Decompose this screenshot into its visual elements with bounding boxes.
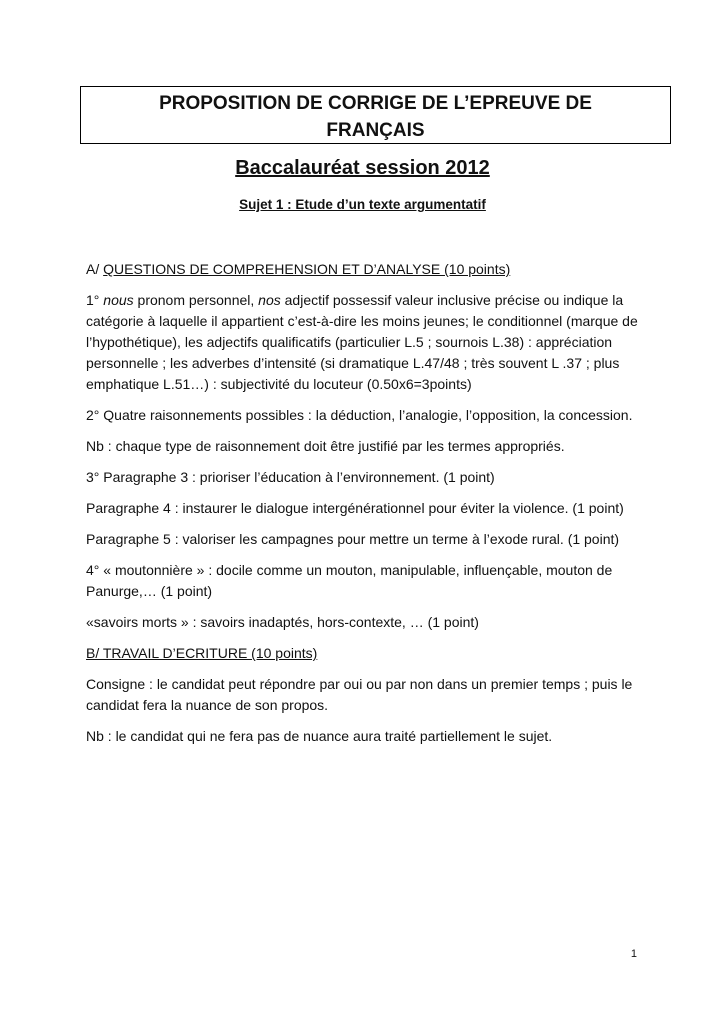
paragraph-5-answer: Paragraphe 5 : valoriser les campagnes pour mettre un terme à l’exode rural. (1 point): [86, 531, 620, 547]
question-4: 4° « moutonnière » : docile comme un mouton, manipulable, influençable, mouton de Panurge,… (1 point): [86, 562, 613, 599]
title-line-2: FRANÇAIS: [326, 120, 425, 141]
note-1: Nb : chaque type de raisonnement doit être justifié par les termes appropriés.: [86, 438, 565, 454]
consigne: Consigne : le candidat peut répondre par oui ou par non dans un premier temps ; puis le candidat fera la nuance de son propos.: [86, 676, 633, 713]
question-2: 2° Quatre raisonnements possibles : la déduction, l’analogie, l’opposition, la concession.: [86, 407, 633, 423]
section-b-title: B/ TRAVAIL D’ECRITURE (10 points): [86, 645, 318, 661]
section-a-heading: [86, 259, 646, 280]
title-line-1: PROPOSITION DE CORRIGE DE L’EPREUVE DE: [159, 93, 592, 114]
question-1-number: 1°: [86, 292, 104, 308]
savoirs-morts-answer: «savoirs morts » : savoirs inadaptés, hors-contexte, … (1 point): [86, 614, 479, 630]
page-number: 1: [630, 948, 637, 960]
sujet-heading: Sujet 1 : Etude d’un texte argumentatif: [239, 197, 486, 212]
paragraph-4-answer: Paragraphe 4 : instaurer le dialogue intergénérationnel pour éviter la violence. (1 point): [86, 500, 624, 516]
question-1: [86, 290, 646, 395]
section-a-title: QUESTIONS DE COMPREHENSION ET D’ANALYSE (10 points): [103, 261, 511, 277]
session-heading: Baccalauréat session 2012: [235, 157, 490, 179]
question-1-text-a: pronom personnel,: [133, 292, 259, 308]
document-body: [86, 259, 646, 757]
question-3: 3° Paragraphe 3 : prioriser l’éducation à l’environnement. (1 point): [86, 469, 495, 485]
section-b-heading: [86, 643, 646, 664]
question-1-text-b: adjectif possessif valeur inclusive précise ou indique la catégorie à laquelle il appartient c’est-à-dire les moins jeunes; le conditionnel (marque de l’hypothétique), les adjectifs qualificatifs (particulier L.5 ; sournois L.38) : appréciation personnelle ; les adverbes d’intensité (si dramatique L.47/48 ; très souvent L .37 ; plus emphatique L.51…) : subjectivité du locuteur (0.50x6=3points): [86, 292, 638, 392]
word-nous: nous: [103, 292, 134, 308]
note-2: Nb : le candidat qui ne fera pas de nuance aura traité partiellement le sujet.: [86, 728, 553, 744]
title-box: [80, 86, 671, 144]
section-a-prefix: A/: [86, 261, 104, 277]
word-nos: nos: [258, 292, 281, 308]
